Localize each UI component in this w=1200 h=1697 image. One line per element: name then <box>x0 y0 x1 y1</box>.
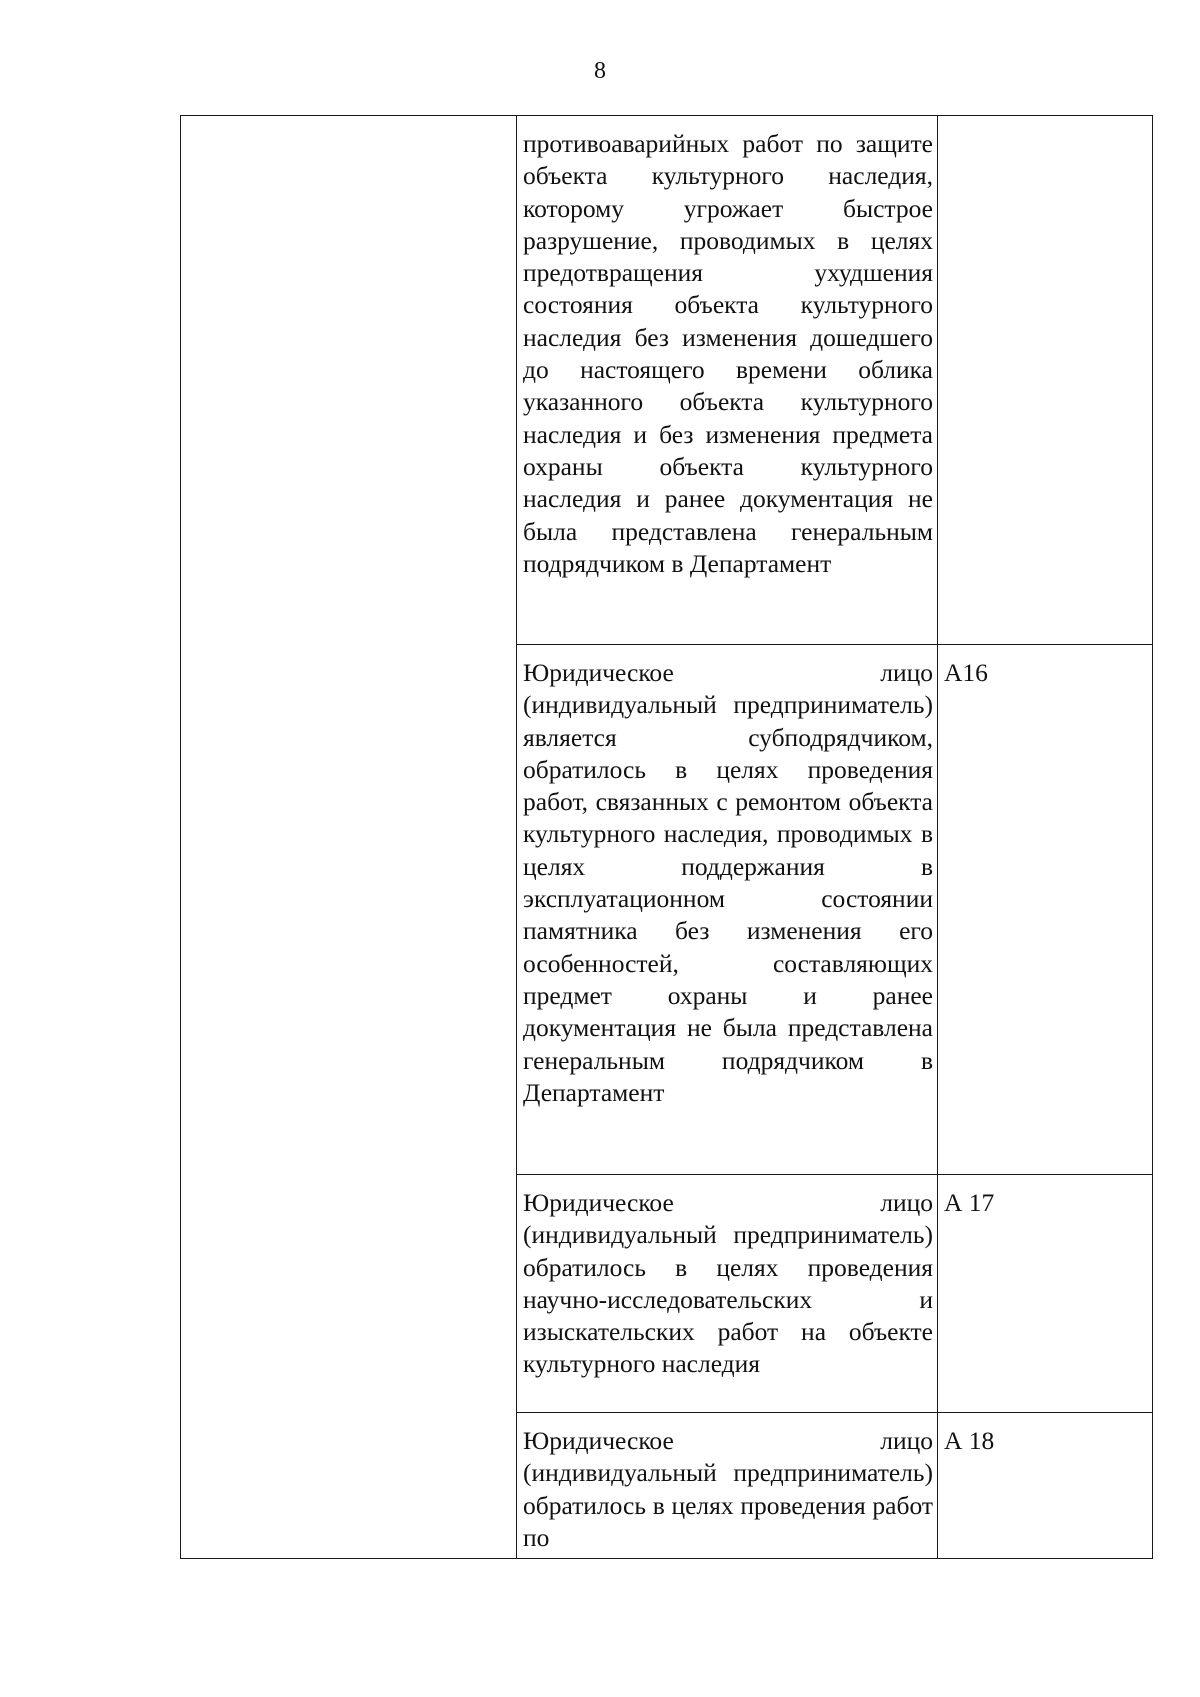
document-table <box>180 115 1153 1559</box>
table-row <box>181 116 1153 645</box>
code-cell <box>938 1175 1153 1413</box>
code-cell <box>938 116 1153 645</box>
empty-left-column-cell <box>181 116 517 1559</box>
code-cell <box>938 1413 1153 1559</box>
description-cell <box>517 1175 938 1413</box>
description-text: Юридическое лицо (индивидуальный предприниматель) является субподрядчиком, обратилось в целях проведения работ, связанных с ремонтом объекта культурного наследия, проводимых в целях поддержания в эксплуатационном состоянии памятника без изменения его особенностей, составляющих предмет охраны и ранее документация не была представлена генеральным подрядчиком в Департамент <box>523 658 933 1107</box>
description-cell <box>517 645 938 1175</box>
code-text: А16 <box>944 658 988 687</box>
page-number: 8 <box>594 58 606 84</box>
description-cell <box>517 116 938 645</box>
description-text: Юридическое лицо (индивидуальный предприниматель) обратилось в целях проведения работ по <box>523 1426 933 1552</box>
description-cell <box>517 1413 938 1559</box>
code-text: А 18 <box>944 1426 995 1455</box>
description-text: противоаварийных работ по защите объекта культурного наследия, которому угрожает быстрое разрушение, проводимых в целях предотвращения ухудшения состояния объекта культурного наследия без изменения дошедшего до настоящего времени облика указанного объекта культурного наследия и без изменения предмета охраны объекта культурного наследия и ранее документация не была представлена генеральным подрядчиком в Департамент <box>523 129 933 578</box>
description-text: Юридическое лицо (индивидуальный предприниматель) обратилось в целях проведения научно-исследовательских и изыскательских работ на объекте культурного наследия <box>523 1188 933 1379</box>
code-text: А 17 <box>944 1188 995 1217</box>
code-cell <box>938 645 1153 1175</box>
code-text <box>938 116 1152 132</box>
